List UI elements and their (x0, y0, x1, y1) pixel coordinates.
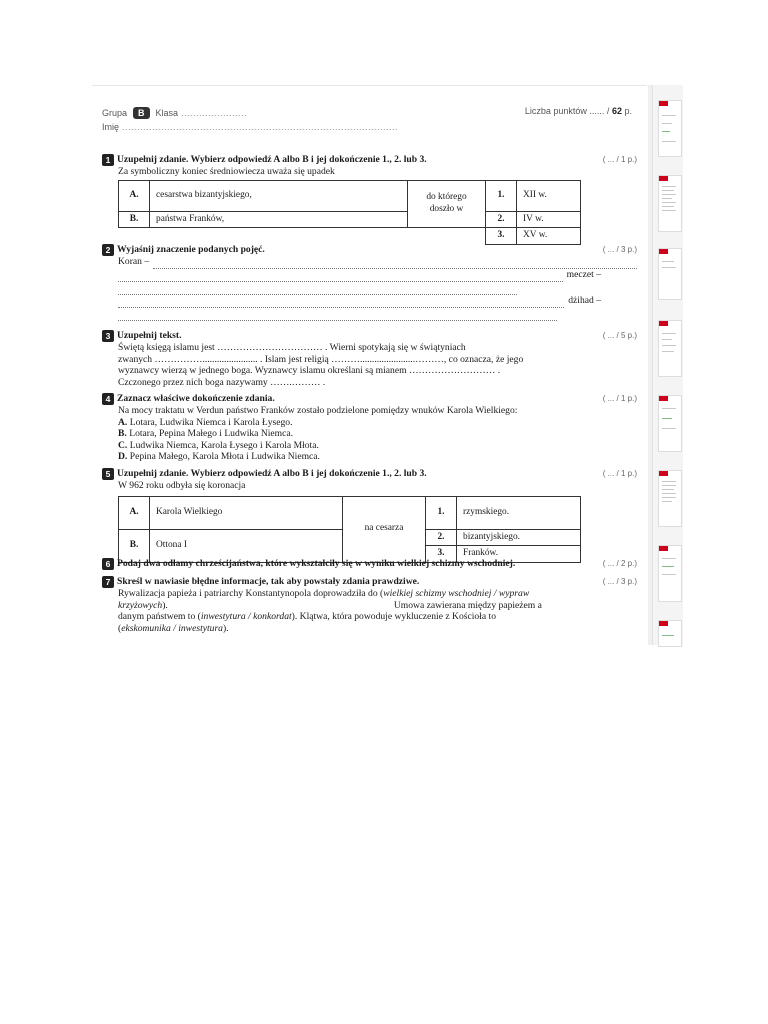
answer-line-blank (118, 308, 637, 321)
points-total (525, 106, 632, 116)
option-b-text: państwa Franków, (150, 211, 408, 228)
text-span: ( (118, 622, 122, 634)
task-title: Uzupełnij zdanie. Wybierz odpowiedź A albo B i jej dokończenie 1., 2. lub 3. (117, 468, 427, 479)
page-thumbnail[interactable] (658, 248, 682, 300)
task-number: 7 (102, 576, 114, 588)
options-table (118, 180, 581, 245)
text-line: Czczonego przez nich boga nazywamy …….……… . (118, 376, 326, 388)
page-thumbnail[interactable] (658, 100, 682, 157)
worksheet-header (102, 106, 632, 134)
header-line-name (102, 120, 632, 134)
pdf-icon (659, 546, 668, 551)
answer-line-dzihad (118, 295, 637, 308)
header-line-group (102, 106, 632, 120)
task-title: Wyjaśnij znaczenie podanych pojęć. (117, 244, 265, 255)
choice-label: A. (118, 416, 128, 428)
imie-label: Imię (102, 122, 120, 132)
option-a-text: cesarstwa bizantyjskiego, (150, 180, 408, 211)
choice-text: Ludwika Niemca, Karola Łysego i Karola Młota. (129, 439, 319, 451)
page-thumbnail[interactable] (658, 620, 682, 647)
task-number: 6 (102, 558, 114, 570)
option-a-text: Karola Wielkiego (150, 496, 343, 529)
connector-text: do którego doszło w (408, 180, 486, 228)
option-3: Franków. (457, 546, 581, 563)
option-italic[interactable]: ekskomunika / inwestytura (121, 622, 223, 634)
task-title: Zaznacz właściwe dokończenie zdania. (117, 393, 275, 404)
choice-text: Lotara, Ludwika Niemca i Karola Łysego. (129, 416, 293, 428)
option-italic[interactable]: inwestytura / konkordat (200, 611, 292, 623)
task-title: Podaj dwa odłamy chrześcijaństwa, które wykształciły się w wyniku wielkiej schizmy wschodniej. (117, 558, 516, 569)
text-line (118, 600, 637, 612)
klasa-label: Klasa (155, 108, 179, 118)
task-title: Uzupełnij zdanie. Wybierz odpowiedź A albo B i jej dokończenie 1., 2. lub 3. (117, 154, 427, 165)
imie-dots: ............................................................................................ (122, 122, 399, 132)
option-2-num: 2. (486, 211, 517, 228)
choice-label: B. (118, 428, 127, 440)
page-thumbnail[interactable] (658, 320, 682, 377)
options-table (118, 496, 581, 563)
option-3: XV w. (517, 228, 581, 245)
task-number: 5 (102, 468, 114, 480)
pdf-icon (659, 321, 668, 326)
task-title: Skreśl w nawiasie błędne informacje, tak aby powstały zdania prawdziwe. (117, 576, 420, 587)
task-text: W 962 roku odbyła się koronacja (118, 480, 246, 491)
option-italic[interactable]: wielkiej schizmy wschodniej / wypraw (383, 588, 530, 599)
text-span: danym państwem to ( (118, 611, 201, 623)
option-b-label: B. (119, 529, 150, 562)
pdf-icon (659, 249, 668, 254)
task-score: ( ... / 1 p.) (602, 469, 637, 478)
connector-text: na cesarza (343, 496, 426, 562)
answer-field[interactable] (118, 295, 564, 308)
pdf-icon (659, 396, 668, 401)
task-number: 1 (102, 154, 114, 166)
points-label: Liczba punktów ...... / (524, 106, 610, 116)
table-spacer (119, 228, 486, 245)
term-meczet: meczet – (566, 269, 601, 280)
option-3-num: 3. (426, 546, 457, 563)
text-span: ). (162, 599, 168, 611)
term-koran: Koran – (118, 256, 150, 267)
choice-c[interactable] (118, 440, 637, 452)
text-span: Rywalizacja papieża i patriarchy Konstantynopola doprowadziła do ( (118, 588, 384, 599)
text-line: wyznawcy wierzą w jednego boga. Wyznawcy islamu określani są mianem ……………………… . (118, 365, 501, 377)
text-line (118, 623, 637, 635)
text-line (118, 611, 637, 623)
page-thumbnail[interactable] (658, 470, 682, 527)
option-a-label: A. (119, 180, 150, 211)
task-title: Uzupełnij tekst. (117, 330, 182, 341)
term-dzihad: dżihad – (568, 295, 601, 306)
document-page (92, 85, 647, 646)
choice-label: C. (118, 439, 128, 451)
option-a-label: A. (119, 496, 150, 529)
task-5 (102, 468, 637, 563)
answer-line-meczet (118, 269, 637, 282)
answer-line-blank (118, 282, 637, 295)
option-1-num: 1. (426, 496, 457, 529)
option-b-label: B. (119, 211, 150, 228)
task-3 (102, 330, 637, 388)
page-thumbnail[interactable] (658, 545, 682, 602)
choice-d[interactable] (118, 451, 637, 463)
task-score: ( ... / 1 p.) (602, 155, 637, 164)
answer-field[interactable] (153, 256, 637, 269)
task-score: ( ... / 1 p.) (602, 394, 637, 403)
points-value: 62 (611, 106, 622, 116)
grupa-label: Grupa (102, 108, 128, 118)
task-2 (102, 244, 637, 321)
option-2: IV w. (517, 211, 581, 228)
choice-b[interactable] (118, 428, 637, 440)
text-span: ). (222, 622, 229, 634)
choice-text: Lotara, Pepina Małego i Ludwika Niemca. (129, 428, 294, 440)
answer-field[interactable] (118, 282, 517, 295)
task-1 (102, 154, 637, 245)
option-1: XII w. (517, 180, 581, 211)
text-span: Umowa zawierana między papieżem a (393, 599, 542, 611)
answer-line-koran (118, 256, 637, 269)
task-score: ( ... / 2 p.) (602, 559, 637, 568)
text-line: zwanych ……………....................... . Islam jest religią ……….......................………, co oznacza, że jego (118, 353, 524, 365)
text-line (118, 588, 637, 600)
text-line: Świętą księgą islamu jest …………………………… . Wierni spotykają się w świątyniach (118, 342, 466, 353)
page-thumbnail[interactable] (658, 395, 682, 452)
option-2-num: 2. (426, 529, 457, 546)
option-italic[interactable]: krzyżowych (118, 599, 163, 611)
points-unit: p. (624, 106, 632, 116)
task-score: ( ... / 3 p.) (602, 577, 637, 586)
pdf-icon (659, 471, 668, 476)
thumbnail-sidebar (652, 85, 683, 645)
option-b-text: Ottona I (150, 529, 343, 562)
choice-a[interactable] (118, 417, 637, 429)
pdf-icon (659, 176, 668, 181)
text-span: ). Klątwa, która powoduje wykluczenie z Kościoła to (291, 611, 496, 623)
choice-text: Pepina Małego, Karola Młota i Ludwika Niemca. (129, 451, 320, 463)
choice-label: D. (118, 451, 128, 463)
pdf-icon (659, 621, 668, 626)
option-2: bizantyjskiego. (457, 529, 581, 546)
klasa-dots: ...................... (181, 108, 248, 118)
task-text: Za symboliczny koniec średniowiecza uważa się upadek (118, 166, 335, 177)
option-1: rzymskiego. (457, 496, 581, 529)
task-6 (102, 558, 637, 570)
task-number: 2 (102, 244, 114, 256)
task-number: 3 (102, 330, 114, 342)
answer-field[interactable] (118, 269, 563, 282)
task-number: 4 (102, 393, 114, 405)
pdf-icon (659, 101, 668, 106)
task-4 (102, 393, 637, 463)
task-text: Na mocy traktatu w Verdun państwo Franków zostało podzielone pomiędzy wnuków Karola Wielkiego: (118, 405, 518, 416)
grupa-badge: B (133, 107, 150, 119)
task-7 (102, 576, 637, 634)
task-score: ( ... / 5 p.) (602, 331, 637, 340)
option-3-num: 3. (486, 228, 517, 245)
answer-field[interactable] (118, 308, 557, 321)
option-1-num: 1. (486, 180, 517, 211)
page-thumbnail[interactable] (658, 175, 682, 232)
task-score: ( ... / 3 p.) (602, 245, 637, 254)
